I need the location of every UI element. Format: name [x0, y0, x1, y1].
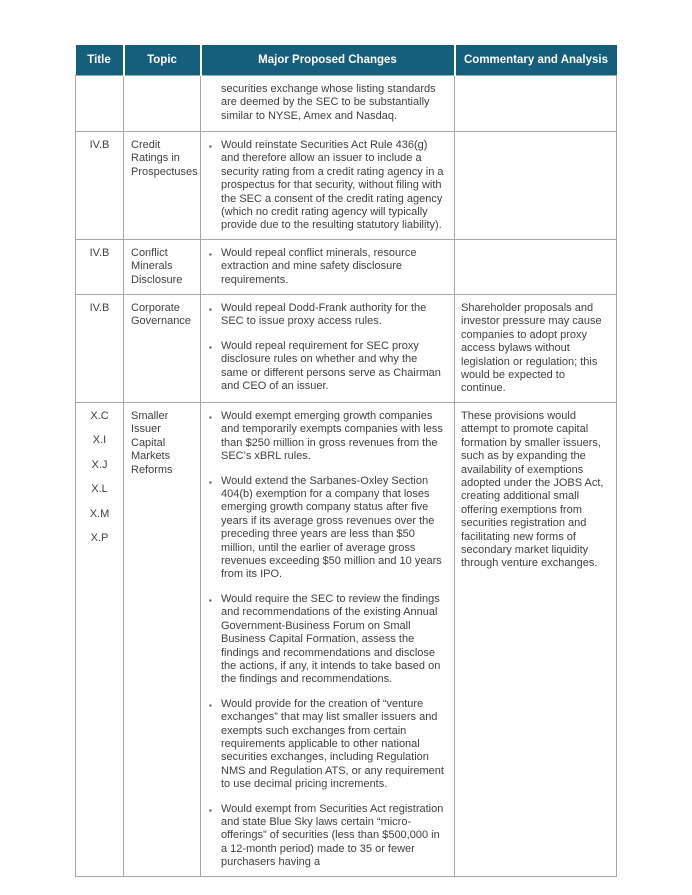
topic-cell: Corporate Governance — [124, 295, 201, 403]
table-row — [76, 240, 617, 295]
square-bullet-icon: ▪ — [209, 700, 212, 710]
changes-cell — [201, 403, 455, 877]
title-cell — [76, 295, 124, 403]
title-cell — [76, 76, 124, 132]
topic-cell: Smaller Issuer Capital Markets Reforms — [124, 403, 201, 877]
change-bullet-item — [209, 410, 446, 464]
column-header-commentary-and-analysis: Commentary and Analysis — [455, 45, 617, 76]
changes-continuation-text: securities exchange whose listing standards are deemed by the SEC to be substantially similar to NYSE, Amex and Nasdaq. — [221, 83, 436, 122]
square-bullet-icon: ▪ — [209, 805, 212, 815]
change-bullet-item — [209, 698, 446, 792]
table-row — [76, 403, 617, 877]
column-header-topic: Topic — [124, 45, 201, 76]
change-bullet-item — [209, 139, 446, 233]
column-header-major-proposed-changes: Major Proposed Changes — [201, 45, 455, 76]
bullet-text: Would repeal conflict minerals, resource extraction and mine safety disclosure requirements. — [221, 247, 417, 286]
bullet-text: Would exempt from Securities Act registration and state Blue Sky laws certain “micro-offerings” of securities (less than $500,000 in a 12-month period) made to 35 or fewer purchasers having a — [221, 802, 444, 869]
column-header-title: Title — [76, 45, 124, 76]
title-reference: X.I — [92, 434, 107, 447]
header-row — [76, 45, 617, 76]
changes-cell — [201, 240, 455, 295]
change-bullet-item — [209, 302, 446, 329]
square-bullet-icon: ▪ — [209, 250, 212, 259]
topic-cell — [124, 76, 201, 132]
title-reference: X.C — [90, 410, 109, 422]
bullet-text: Would reinstate Securities Act Rule 436(g) and therefore allow an issuer to include a security rating from a credit rating agency in a prospectus for that security, without filing with the SEC a consent of the credit rating agency (which no credit rating agency will typically provide due to the resulting statutory liability). — [221, 139, 444, 232]
proposed-changes-table — [75, 45, 617, 877]
table-row — [76, 132, 617, 240]
table-header — [76, 45, 617, 76]
title-reference: X.P — [90, 532, 109, 545]
commentary-cell: These provisions would attempt to promote capital formation by smaller issuers, such as by expanding the availability of exemptions adopted under the JOBS Act, creating additional small offering exemptions from securities registration and facilitating new forms of secondary market liquidity through venture exchanges. — [455, 403, 617, 877]
square-bullet-icon: ▪ — [209, 342, 212, 352]
changes-cell — [201, 295, 455, 403]
table-body — [76, 76, 617, 877]
change-bullet-item — [209, 247, 446, 287]
change-bullet-item — [209, 475, 446, 582]
square-bullet-icon: ▪ — [209, 142, 212, 151]
change-bullet-item — [209, 593, 446, 687]
changes-cell — [201, 76, 455, 132]
title-reference: X.L — [91, 483, 108, 496]
commentary-cell — [455, 240, 617, 295]
bullet-text: Would repeal Dodd-Frank authority for the SEC to issue proxy access rules. — [221, 302, 427, 328]
changes-cell — [201, 132, 455, 240]
title-reference: X.M — [89, 507, 110, 520]
table-row — [76, 295, 617, 403]
title-reference: IV.B — [89, 247, 110, 259]
square-bullet-icon: ▪ — [209, 305, 212, 314]
title-cell — [76, 403, 124, 877]
title-reference: X.J — [91, 458, 108, 471]
square-bullet-icon: ▪ — [209, 413, 212, 422]
topic-cell: Conflict Minerals Disclosure — [124, 240, 201, 295]
change-bullet-item — [209, 803, 446, 870]
title-reference: IV.B — [89, 139, 110, 151]
bullet-text: Would repeal requirement for SEC proxy disclosure rules on whether and why the same or different persons serve as Chairman and CEO of an issuer. — [221, 339, 441, 393]
commentary-cell: Shareholder proposals and investor pressure may cause companies to adopt proxy access bylaws without legislation or regulation; this would be expected to continue. — [455, 295, 617, 403]
square-bullet-icon: ▪ — [209, 477, 212, 487]
commentary-cell — [455, 132, 617, 240]
commentary-cell — [455, 76, 617, 132]
title-reference: IV.B — [89, 302, 110, 314]
bullet-text: Would provide for the creation of “venture exchanges” that may list smaller issuers and exempts such exchanges from certain requirements applicable to other national securities exchanges, including Regulation NMS and Regulation ATS, or any requirement to use decimal pricing increments. — [221, 697, 444, 791]
title-cell — [76, 132, 124, 240]
square-bullet-icon: ▪ — [209, 595, 212, 605]
topic-cell: Credit Ratings in Prospectuses — [124, 132, 201, 240]
table-row — [76, 76, 617, 132]
bullet-text: Would require the SEC to review the findings and recommendations of the existing Annual Government-Business Forum on Small Business Capital Formation, assess the findings and recommendations and disclose the actions, if any, it intends to take based on the findings and recommendations. — [221, 592, 441, 686]
bullet-text: Would exempt emerging growth companies and temporarily exempts companies with less than $250 million in gross revenues from the SEC’s xBRL rules. — [221, 410, 443, 463]
title-cell — [76, 240, 124, 295]
bullet-text: Would extend the Sarbanes-Oxley Section 404(b) exemption for a company that loses emerging growth company status after five years if its average gross revenues over the preceding three years are less than $50 million, until the earlier of average gross revenues exceeding $50 million and 10 years from its IPO. — [221, 474, 442, 581]
change-bullet-item — [209, 340, 446, 394]
